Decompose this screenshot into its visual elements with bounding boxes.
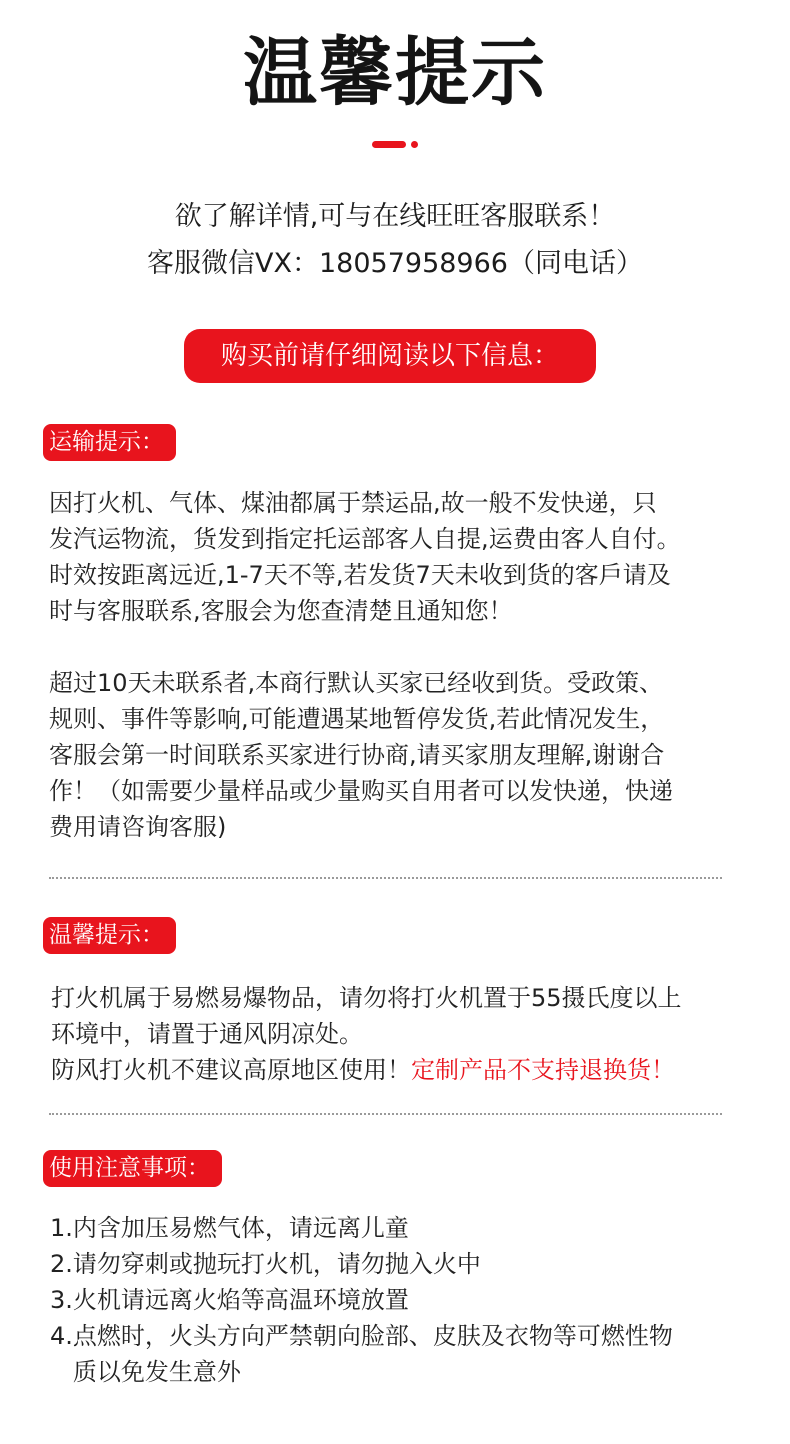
- usage-item: [50, 1246, 750, 1282]
- shipping-line: 规则、事件等影响,可能遭遇某地暂停发货,若此情况发生，: [49, 705, 665, 733]
- warm-tip-line: 环境中，请置于通风阴凉处。: [51, 1020, 363, 1048]
- shipping-line: 费用请咨询客服): [49, 813, 227, 841]
- title-underline-bar: [372, 141, 406, 148]
- shipping-line: 超过10天未联系者,本商行默认买家已经收到货。受政策、: [49, 669, 664, 697]
- contact-line-2: 客服微信VX：18057958966（同电话）: [147, 248, 643, 279]
- usage-item-number: 2.: [50, 1250, 73, 1278]
- contact-line-1: 欲了解详情,可与在线旺旺客服联系！: [174, 201, 616, 232]
- usage-item-number: 4.: [50, 1322, 73, 1350]
- shipping-line: 客服会第一时间联系买家进行协商,请买家朋友理解,谢谢合: [49, 741, 665, 769]
- usage-tag: 使用注意事项：: [43, 1150, 222, 1187]
- notice-banner: 购买前请仔细阅读以下信息：: [184, 329, 596, 383]
- shipping-tag: 运输提示：: [43, 424, 176, 461]
- shipping-line: 时与客服联系,客服会为您查清楚且通知您！: [49, 597, 513, 625]
- shipping-line: 时效按距离远近,1-7天不等,若发货7天未收到货的客戶请及: [49, 561, 671, 589]
- usage-item-text: 点燃时，火头方向严禁朝向脸部、皮肤及衣物等可燃性物: [72, 1322, 673, 1350]
- title-underline-dot: [411, 141, 418, 148]
- shipping-paragraph-1: [49, 485, 749, 629]
- usage-item-text: 质以免发生意外: [72, 1358, 241, 1386]
- usage-item-number: 1.: [50, 1214, 73, 1242]
- usage-item-text: 内含加压易燃气体，请远离儿童: [72, 1214, 409, 1242]
- usage-item-text: 火机请远离火焰等高温环境放置: [72, 1286, 409, 1314]
- warm-tip-tag: 温馨提示：: [43, 917, 176, 954]
- shipping-paragraph-2: [49, 665, 749, 845]
- warm-tip-line: 打火机属于易燃易爆物品，请勿将打火机置于55摄氏度以上: [51, 984, 682, 1012]
- usage-item-text: 请勿穿刺或抛玩打火机，请勿抛入火中: [72, 1250, 481, 1278]
- warm-tip-text: 防风打火机不建议高原地区使用！: [51, 1056, 411, 1084]
- shipping-line: 作！（如需要少量样品或少量购买自用者可以发快递，快递: [49, 777, 673, 805]
- usage-list: [50, 1210, 750, 1390]
- section-divider: [49, 877, 722, 879]
- shipping-line: 因打火机、气体、煤油都属于禁运品,故一般不发快递，只: [49, 489, 657, 517]
- usage-item: [50, 1318, 750, 1390]
- section-divider: [49, 1113, 722, 1115]
- no-return-warning: 定制产品不支持退换货！: [411, 1056, 675, 1084]
- warm-tip-paragraph: [51, 980, 751, 1088]
- warm-tip-line: [51, 1052, 751, 1088]
- usage-item: [50, 1210, 750, 1246]
- shipping-line: 发汽运物流，货发到指定托运部客人自提,运费由客人自付。: [49, 525, 681, 553]
- usage-item-number: 3.: [50, 1286, 73, 1314]
- usage-item: [50, 1282, 750, 1318]
- page-title: 温馨提示: [243, 30, 547, 116]
